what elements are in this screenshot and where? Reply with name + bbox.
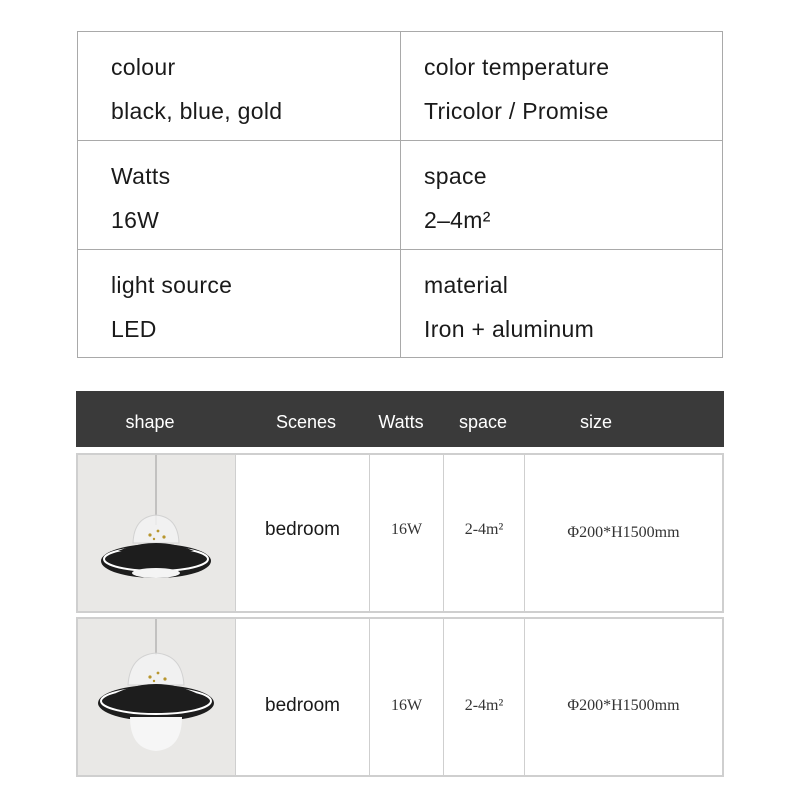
size-value: Φ200*H1500mm [567, 697, 680, 714]
spec-value: black, blue, gold [111, 98, 283, 124]
header-shape: shape [125, 412, 175, 432]
space-value: 2-4m² [464, 697, 504, 714]
spec-value: 16W [111, 207, 160, 233]
spec-label: space [424, 163, 487, 189]
spec-value: LED [111, 316, 157, 342]
lamp-shape-image [78, 455, 235, 611]
spec-label: material [424, 272, 509, 298]
spec-label: light source [111, 272, 233, 298]
scene-value: bedroom [265, 519, 340, 540]
header-watts: Watts [378, 412, 424, 432]
spec-cell-space [401, 141, 722, 250]
size-value: Φ200*H1500mm [567, 524, 680, 541]
ufo-pendant-lamp-globe-icon [78, 619, 235, 775]
spec-table [77, 31, 723, 358]
scene-value: bedroom [265, 695, 340, 716]
spec-label: color temperature [424, 54, 610, 80]
spec-cell-watts [78, 141, 401, 250]
lamp-shape-image [78, 619, 235, 775]
watts-value: 16W [390, 697, 423, 714]
ufo-pendant-lamp-icon [78, 455, 235, 611]
spec-value: 2–4m² [424, 207, 491, 233]
header-size: size [579, 412, 612, 432]
spec-cell-light-source [78, 250, 401, 357]
spec-value: Iron + aluminum [424, 316, 595, 342]
header-space: space [458, 412, 508, 432]
spec-cell-color-temperature [401, 32, 722, 141]
space-value: 2-4m² [464, 521, 504, 538]
spec-label: colour [111, 54, 176, 80]
product-table-header [76, 391, 724, 447]
spec-label: Watts [111, 163, 171, 189]
spec-cell-colour [78, 32, 401, 141]
header-scenes: Scenes [275, 412, 337, 432]
watts-value: 16W [390, 521, 423, 538]
spec-value: Tricolor / Promise [424, 98, 609, 124]
spec-cell-material [401, 250, 722, 357]
product-row [76, 453, 724, 613]
product-row [76, 617, 724, 777]
